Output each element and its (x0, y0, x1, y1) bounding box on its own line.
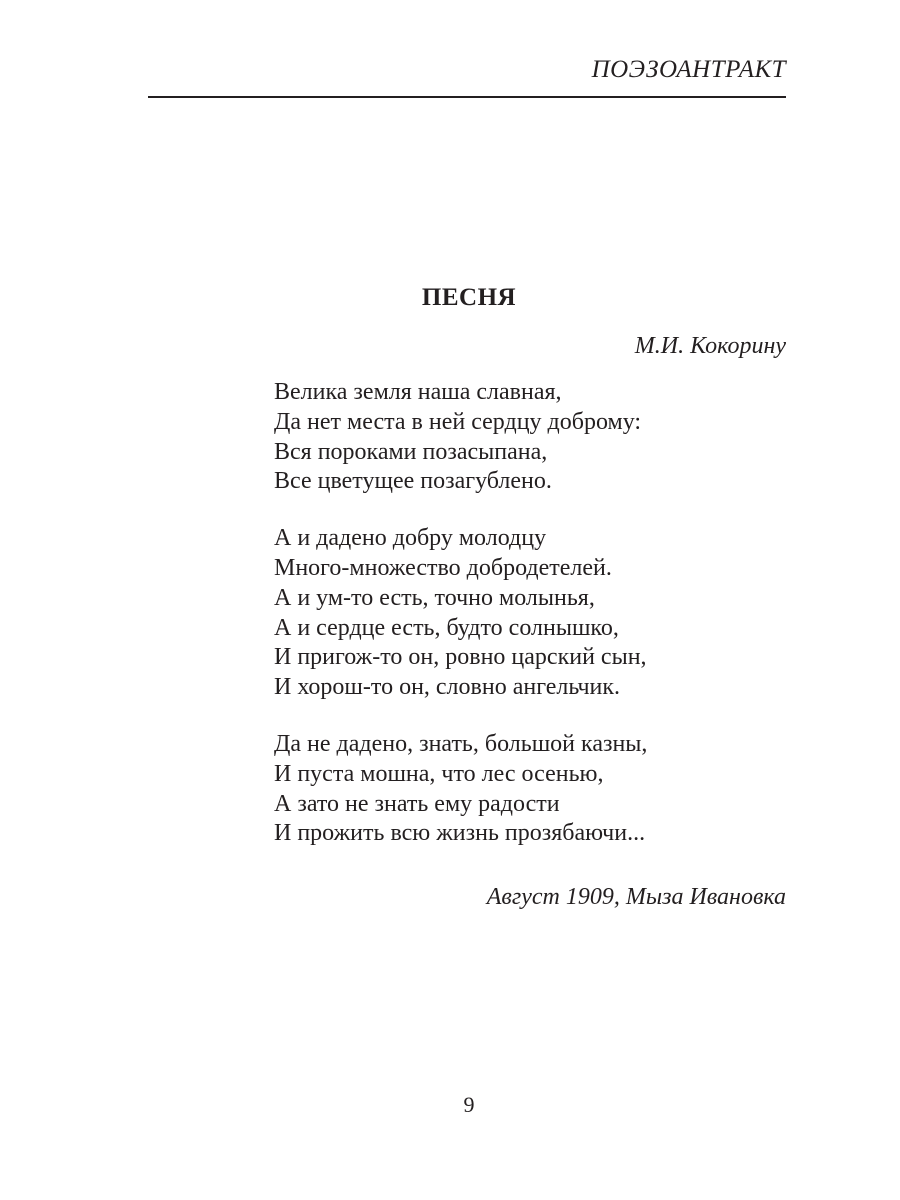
verse-line: А и ум-то есть, точно молынья, (274, 584, 595, 611)
verse-line: И пригож-то он, ровно царский сын, (274, 644, 647, 671)
stanza-1 (274, 378, 786, 497)
verse-line: А и сердце есть, будто солнышко, (274, 614, 619, 641)
verse-line: И прожить всю жизнь прозябаючи... (274, 820, 646, 847)
poem-body (274, 378, 786, 876)
verse-line: Да нет места в ней сердцу доброму: (274, 408, 642, 435)
verse-line: Вся пороками позасыпана, (274, 438, 548, 465)
poem-title: ПЕСНЯ (421, 284, 517, 311)
stanza-2 (274, 524, 786, 703)
verse-line: Да не дадено, знать, большой казны, (274, 730, 648, 757)
verse-line: И пуста мошна, что лес осенью, (274, 760, 604, 787)
page-number: 9 (463, 1092, 475, 1117)
verse-line: Велика земля наша славная, (274, 379, 562, 405)
verse-line: А зато не знать ему радости (274, 790, 560, 817)
verse-line: Все цветущее позагублено. (274, 468, 552, 495)
dedication: М.И. Кокорину (634, 333, 786, 359)
verse-line: Много-множество добродетелей. (274, 554, 612, 581)
verse-line: А и дадено добру молодцу (274, 525, 547, 552)
stanza-3 (274, 730, 786, 849)
running-header (148, 50, 786, 98)
poem-signature: Август 1909, Мыза Ивановка (486, 884, 786, 910)
verse-line: И хорош-то он, словно ангельчик. (274, 674, 621, 701)
running-title: ПОЭЗОАНТРАКТ (591, 56, 786, 83)
